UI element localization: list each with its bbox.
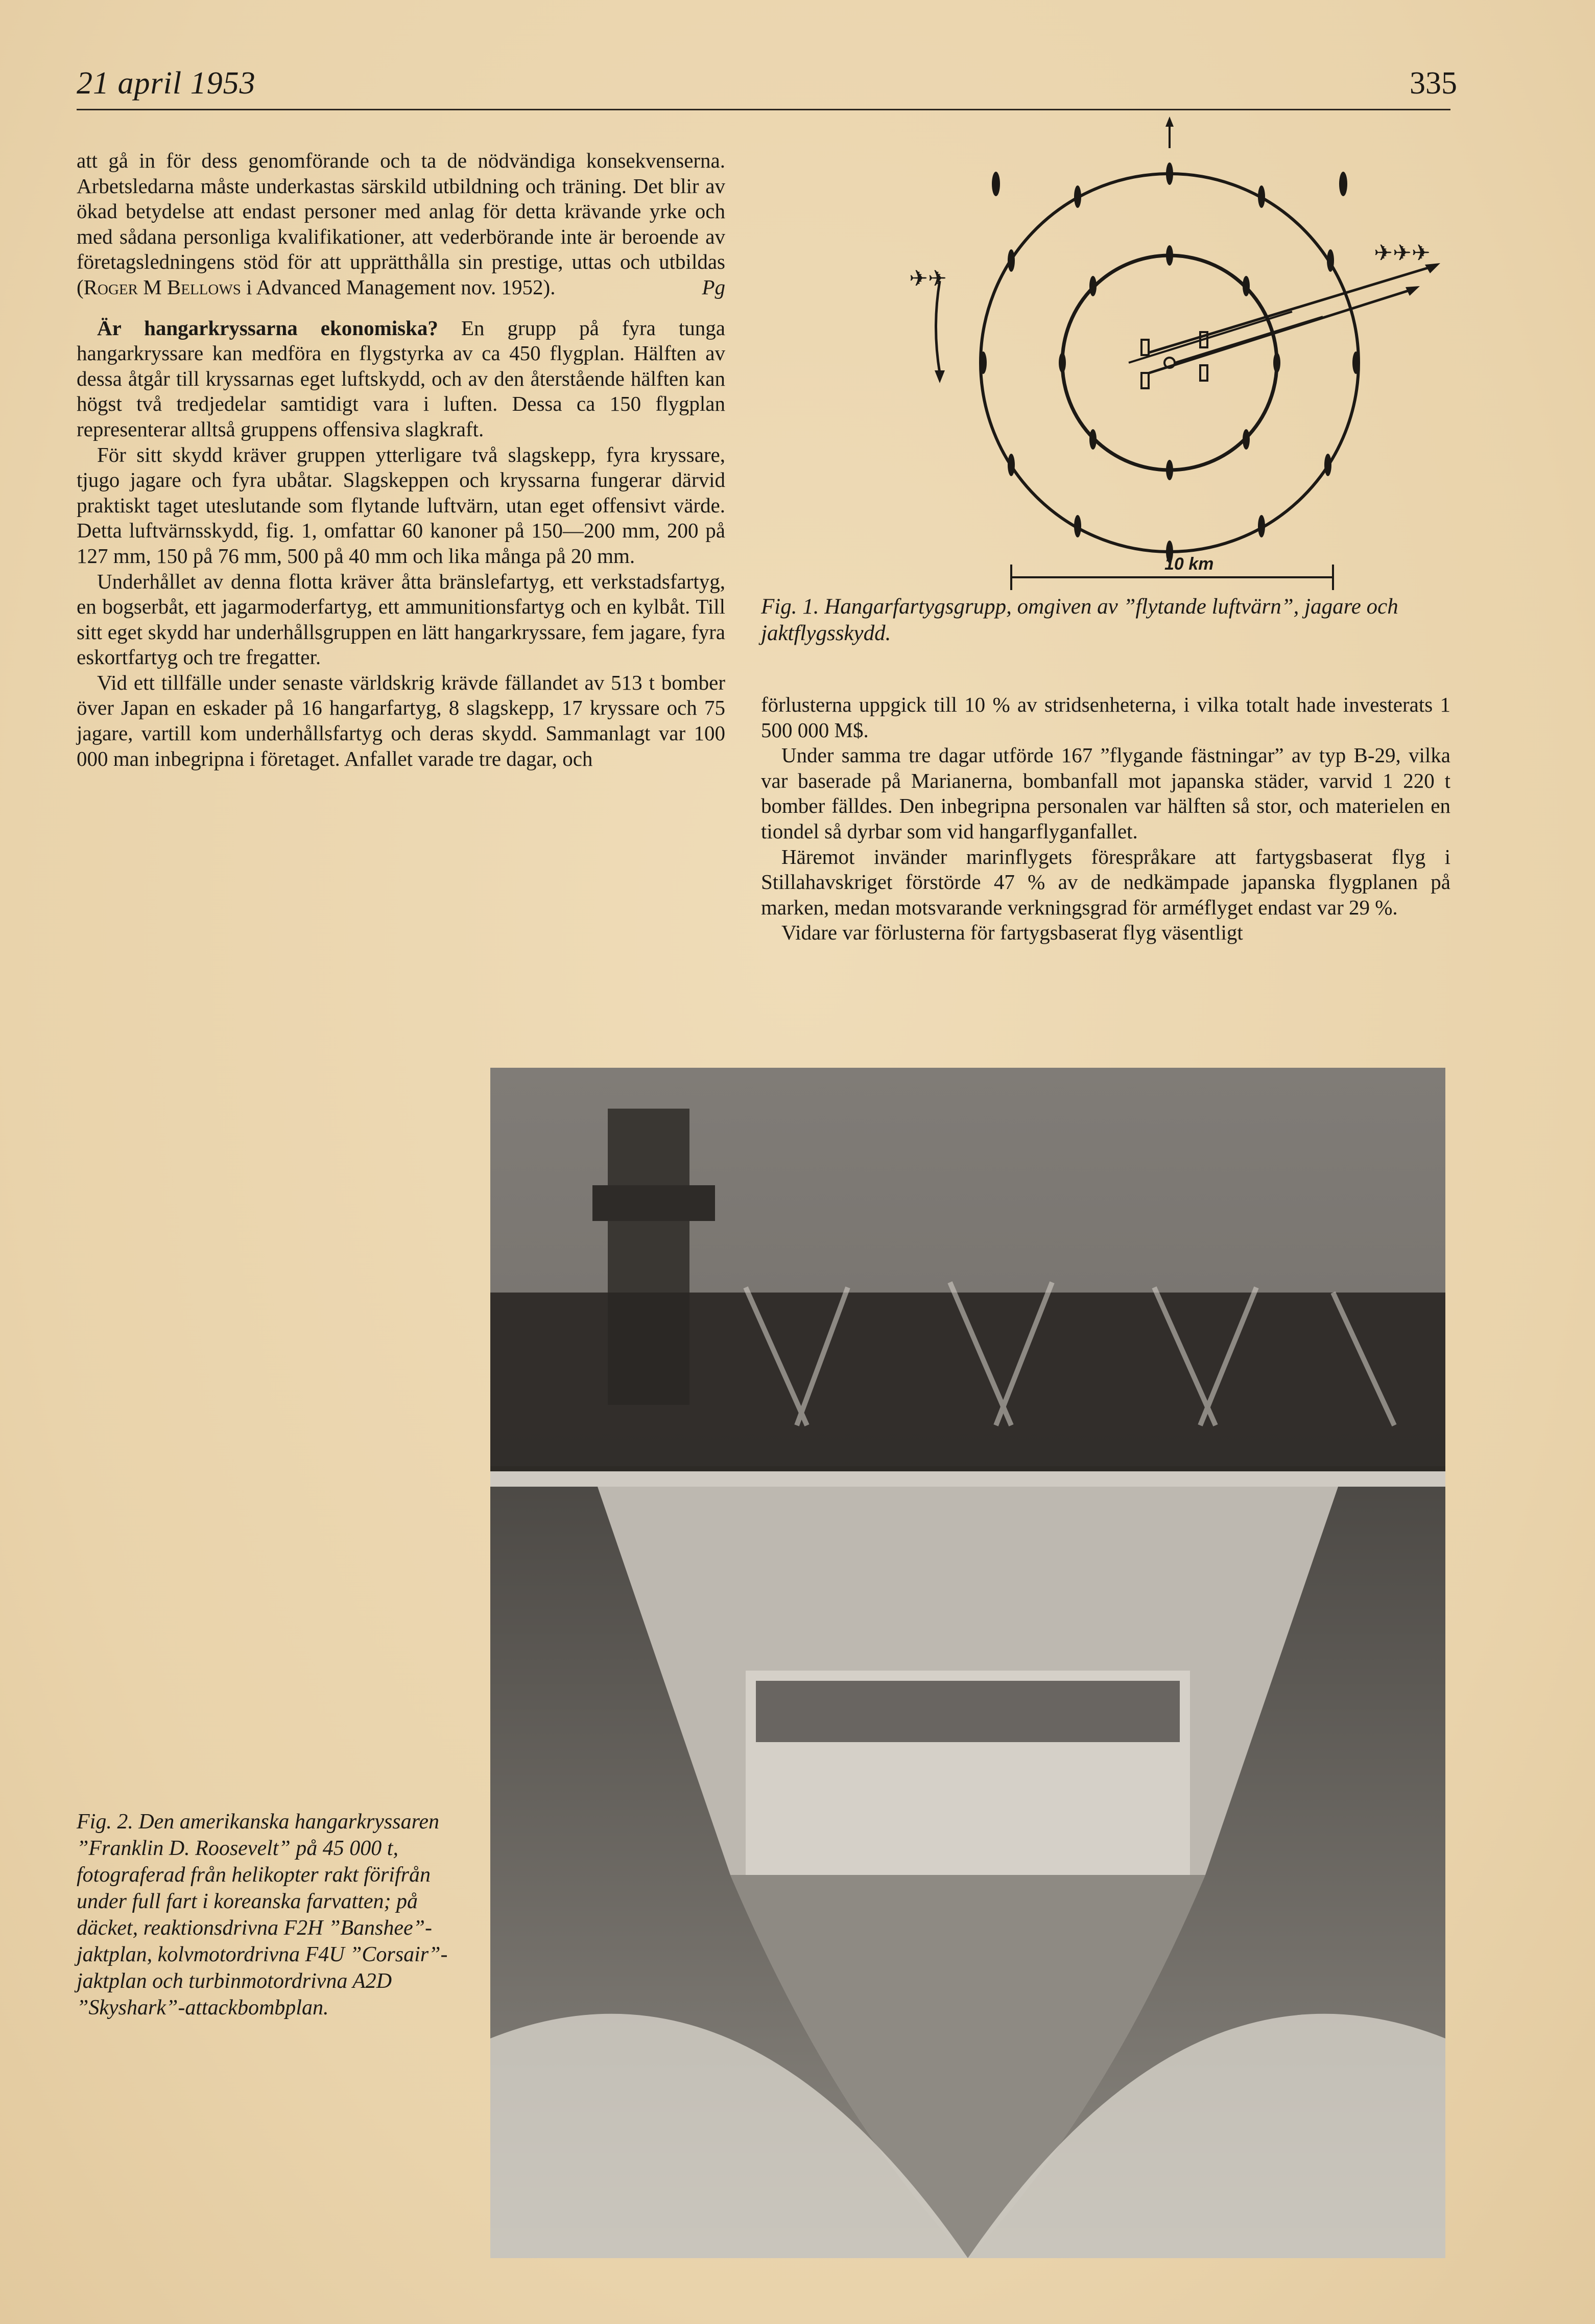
- page-number: 335: [1410, 66, 1457, 101]
- section-heading: Är hangarkryssarna ekonomiska?: [97, 316, 438, 340]
- left-para-4: Underhållet av denna flotta kräver åtta bränslefartyg, ett verkstadsfartyg, en bogserbåt, ett jagarmoderfartyg, ett ammunitionsfartyg och en kylbåt. Till sitt eget skydd har underhållsgruppen en lätt hangarkryssare, fem jagare, fyra eskortfartyg och tre fregatter.: [77, 569, 725, 669]
- figure-1-caption: Fig. 1. Hangarfartygsgrupp, omgiven av ”flytande luftvärn”, jagare och jaktflygsskydd.: [761, 595, 1398, 645]
- author-name: Roger M Bellows: [83, 275, 241, 299]
- figure-2-caption: Fig. 2. Den amerikanska hangarkryssaren ”Franklin D. Roosevelt” på 45 000 t, fotograferad från helikopter rakt förifrån under full fart i koreanska farvatten; på däcket, reaktionsdrivna F2H ”Banshee”-jaktplan, kolvmotordrivna F4U ”Corsair”-jaktplan och turbinmotordrivna A2D ”Skyshark”-attackbombplan.: [77, 1810, 448, 2020]
- svg-text:✈✈: ✈✈: [909, 266, 947, 292]
- signature: Pg: [702, 275, 725, 299]
- right-para-3: Häremot invänder marinflygets förespråkare att fartygsbaserat flyg i Stillahavskriget förstörde 47 % av de nedkämpade japanska flygplanen på marken, medan motsvarande verkningsgrad för arméflyget endast var 29 %.: [761, 844, 1450, 919]
- figure-1-diagram: [863, 107, 1466, 598]
- left-para-1: att gå in för dess genomförande och ta de nödvändiga konsekvenserna. Arbetsledarna måste underkastas särskild utbildning och träning. Det blir av ökad betydelse att endast personer med anlag för detta krävande yrke och med sådana personliga kvalifikationer, att vederbörande inte är beroende av företagsledningens stöd för att upprätthålla sin prestige, uttas och utbildas (Roger M Bellows i Advanced Management nov. 1952).: [77, 149, 725, 299]
- header-date: 21 april 1953: [77, 66, 256, 101]
- right-column: [761, 692, 1450, 946]
- figure-2-photo: [490, 1068, 1445, 2258]
- right-para-2: Under samma tre dagar utförde 167 ”flygande fästningar” av typ B-29, vilka var baserade på Marianerna, bombanfall mot japanska städer, varvid 1 220 t bomber fälldes. Den inbegripna personalen var hälften så stor, och materielen en tiondel så dyrbar som vid hangarflyganfallet.: [761, 743, 1450, 843]
- right-para-4: Vidare var förlusterna för fartygsbaserat flyg väsentligt: [781, 921, 1243, 945]
- scale-label: 10 km: [1164, 554, 1214, 574]
- right-para-1: förlusterna uppgick till 10 % av stridsenheterna, i vilka totalt hade investerats 1 500 000 M$.: [761, 693, 1450, 742]
- escort-ships: [980, 162, 1360, 563]
- svg-text:✈✈✈: ✈✈✈: [1374, 240, 1431, 266]
- left-para-5: Vid ett tillfälle under senaste världskrig krävde fällandet av 513 t bomber över Japan en eskader på 16 hangarfartyg, 8 slagskepp, 17 kryssare och 75 jagare, vartill kom underhållsfartyg och deras skydd. Sammanlagt var 100 000 man inbegripna i företaget. Anfallet varade tre dagar, och: [77, 670, 725, 770]
- left-para-2: Är hangarkryssarna ekonomiska? En grupp på fyra tunga hangarkryssare kan medföra en flygstyrka av ca 450 flygplan. Hälften av dessa åtgår till kryssarnas eget luftskydd, och av den återstående hälften kan högst två tredjedelar samtidigt vara i luften. Dessa ca 150 flygplan representerar alltså gruppens offensiva slagkraft.: [77, 316, 725, 441]
- left-column: [77, 148, 725, 771]
- left-para-3: För sitt skydd kräver gruppen ytterligare två slagskepp, fyra kryssare, tjugo jagare och fyra ubåtar. Slagskeppen och kryssarna fungerar därvid praktiskt taget uteslutande som flytande luftvärn, utan eget offensivt värde. Detta luftvärnsskydd, fig. 1, omfattar 60 kanoner på 150—200 mm, 200 på 127 mm, 150 på 76 mm, 500 på 40 mm och lika många på 20 mm.: [77, 442, 725, 568]
- outer-ring: [981, 174, 1359, 552]
